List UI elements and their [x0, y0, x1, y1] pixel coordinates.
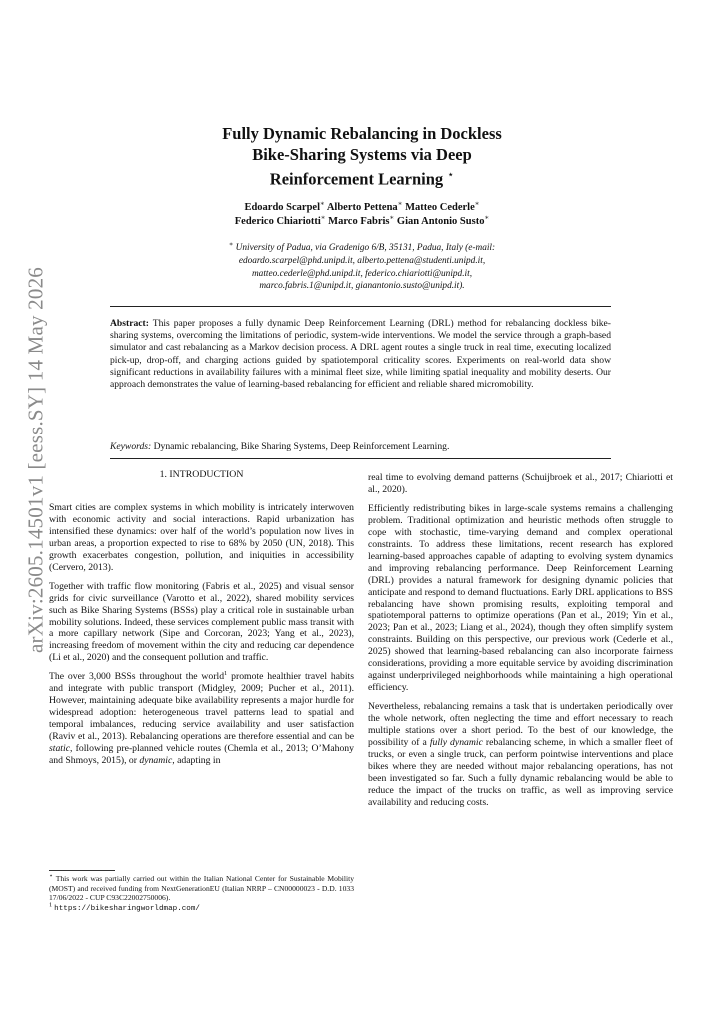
- abstract-text: This paper proposes a fully dynamic Deep Reinforcement Learning (DRL) method for rebalancing dockless bike-sharing systems, overcoming the limitations of periodic, system-wide interventions. We model the service through a graph-based simulator and cast rebalancing as a Markov decision process. A DRL agent routes a single truck in real time, executing localized pick-up, drop-off, and charging actions guided by spatiotemporal criticality scores. Experiments on real-world data show significant reductions in availability failures with a minimal fleet size, while limiting spatial inequality and mobility deserts. Our approach demonstrates the value of learning-based rebalancing for efficient and reliable shared micromobility.: [110, 318, 611, 391]
- paragraph-text: , following pre-planned vehicle routes (Chemla et al., 2013; O’Mahony and Shmoys, 2015), or: [49, 743, 354, 767]
- author-name: Gian Antonio Susto: [396, 216, 485, 227]
- footnote-link[interactable]: https://bikesharingworldmap.com/: [54, 905, 200, 914]
- author-name: Marco Fabris: [328, 216, 390, 227]
- author-line-1: [120, 201, 604, 215]
- section-heading-introduction: 1. INTRODUCTION: [159, 469, 244, 480]
- paragraph: [368, 701, 673, 809]
- affiliation-line-4: marco.fabris.1@unipd.it, gianantonio.susto@unipd.it).: [259, 281, 465, 292]
- paragraph: real time to evolving demand patterns (Schuijbroek et al., 2017; Chiariotti et al., 2020).: [368, 472, 673, 495]
- emphasis: fully dynamic: [429, 737, 483, 749]
- paper-title: [120, 123, 604, 190]
- keywords: [110, 441, 611, 453]
- author-list: [120, 201, 604, 229]
- footnotes: [49, 874, 354, 915]
- paragraph-text: rebalancing scheme, in which a smaller fleet of trucks, or even a single truck, can perform pointwise interventions and place bikes where they are needed without major rebalancing operations, has not been investigated so far. Such a fully dynamic rebalancing would be able to reduce the impact of the trucks on traffic, as well as improving service availability and reducing costs.: [368, 737, 673, 808]
- footnote-url: [49, 903, 354, 915]
- abstract-bottom-rule: [110, 458, 611, 459]
- author-affil-mark: ∗: [397, 199, 403, 208]
- affiliation-line-3: matteo.cederle@phd.unipd.it, federico.chiariotti@unipd.it,: [251, 268, 473, 279]
- author-name: Edoardo Scarpel: [244, 202, 321, 213]
- paragraph-text: Nevertheless, rebalancing remains a task that is undertaken periodically over the whole network, often neglecting the time and effort necessary to reach multiple stations over a short period. To the best of our knowledge, the possibility of a: [368, 701, 673, 749]
- arxiv-identifier-stamp: arXiv:2605.14501v1 [eess.SY] 14 May 2026: [23, 267, 48, 653]
- abstract-label: Abstract:: [110, 318, 149, 329]
- paragraph: [49, 671, 354, 767]
- left-column: [49, 469, 354, 774]
- author-name: Alberto Pettena: [326, 202, 398, 213]
- affiliation-text: University of Padua, via Gradenigo 6/B, 35131, Padua, Italy (e-mail:: [235, 243, 496, 253]
- emphasis: static: [49, 743, 70, 755]
- paragraph-text: The over 3,000 BSSs throughout the world: [49, 671, 225, 683]
- keywords-label: Keywords:: [110, 441, 152, 452]
- author-line-2: [120, 215, 604, 229]
- title-line-3: [120, 165, 604, 190]
- title-footnote-mark: ⋆: [447, 169, 455, 181]
- keywords-text: Dynamic rebalancing, Bike Sharing Systems, Deep Reinforcement Learning.: [153, 441, 450, 452]
- right-column: [368, 472, 673, 816]
- paragraph: Together with traffic flow monitoring (Fabris et al., 2025) and visual sensor grids for civic surveillance (Varotto et al., 2022), shared mobility services such as Bike Sharing Systems (BSSs) play a critical role in sustainable urban mobility solutions. Indeed, these services complement public mass transit with a more capillary network (Sipe and Corcoran, 2023; Yang et al., 2023), increasing freedom of movement within the city and reducing car dependence (Li et al., 2020) and the consequent pollution and traffic.: [49, 580, 354, 664]
- footnote-text: This work was partially carried out within the Italian National Center for Sustainable Mobility (MOST) and received funding from NextGenerationEU (Italian NRRP – CN00000023 - D.D. 1033 17/06/2022 - CUP C93C22002750006).: [49, 874, 354, 903]
- affiliation-line-2: edoardo.scarpel@phd.unipd.it, alberto.pettena@studenti.unipd.it,: [238, 255, 486, 266]
- author-name: Matteo Cederle: [405, 202, 475, 213]
- author-affil-mark: ∗: [389, 213, 395, 222]
- author-affil-mark: ∗: [484, 213, 490, 222]
- author-name: Federico Chiariotti: [234, 216, 321, 227]
- emphasis: dynamic: [139, 755, 173, 767]
- affiliation-line-1: [120, 242, 604, 255]
- footnote-rule: [49, 870, 115, 871]
- title-line-2: Bike-Sharing Systems via Deep: [252, 145, 472, 164]
- paragraph-text: , adapting in: [172, 755, 221, 767]
- paragraph-text: promote healthier travel habits and integrate with public transport (Midgley, 2009; Pucher et al., 2011). However, maintaining adequate bike availability represents a major hurdle for widespread adoption: heterogeneous travel patterns lead to spatial and temporal imbalances, reducing service availability and user satisfaction (Raviv et al., 2013). Rebalancing operations are therefore essential and can be: [49, 671, 354, 743]
- paragraph: Smart cities are complex systems in which mobility is intricately interwoven with economic activity and social interactions. Rapid urbanization has intensified these dynamics: over half of the world’s population now lives in urban areas, a proportion expected to rise to 68% by 2050 (UN, 2018). This growth exacerbates congestion, pollution, and iniquities in accessibility (Cervero, 2013).: [49, 501, 354, 573]
- title-line-1: Fully Dynamic Rebalancing in Dockless: [222, 124, 502, 143]
- author-affil-mark: ∗: [474, 199, 480, 208]
- affiliation-block: [120, 242, 604, 293]
- footnote-funding: [49, 874, 354, 903]
- footnote-mark: ⋆: [49, 872, 54, 880]
- abstract-top-rule: [110, 306, 611, 307]
- title-line-3-text: Reinforcement Learning: [269, 169, 444, 189]
- author-affil-mark: ∗: [320, 213, 326, 222]
- abstract: [110, 318, 611, 391]
- footnote-mark: 1: [49, 901, 53, 909]
- author-affil-mark: ∗: [320, 199, 325, 208]
- footnote-ref: 1: [224, 670, 228, 678]
- paragraph: Efficiently redistributing bikes in large-scale systems remains a challenging problem. Traditional optimization and heuristic methods often struggle to cope with stochastic, time-varying demand and complex operational constraints. To address these limitations, recent research has explored learning-based approaches capable of adapting to evolving system dynamics and improving rebalancing performance. Deep Reinforcement Learning (DRL) provides a natural framework for designing dynamic policies that anticipate and respond to demand fluctuations. Early DRL applications to BSS rebalancing have shown promising results, exploiting temporal and spatiotemporal patterns to optimize operations (Pan et al., 2019; Yin et al., 2023; Pan et al., 2023; Liang et al., 2024), though they often simplify system constraints. Building on this perspective, our previous work (Cederle et al., 2025) showed that learning-based rebalancing can also incorporate fairness considerations, providing a more equitable service by avoiding discrimination against underprivileged neighborhoods while maintaining a high operational efficiency.: [368, 502, 673, 694]
- affiliation-mark: ∗: [228, 240, 234, 248]
